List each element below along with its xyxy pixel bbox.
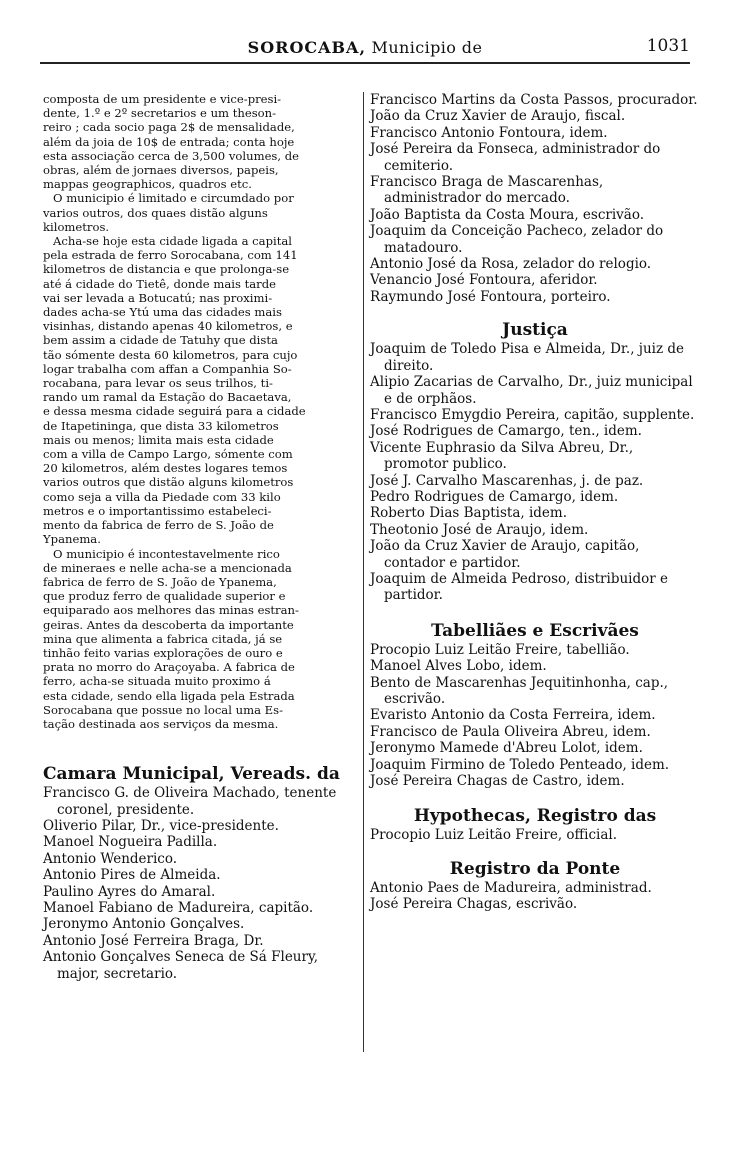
text-line: rocabana, para levar os seus trilhos, ti- [43, 376, 273, 391]
text-line: geiras. Antes da descoberta da importante [43, 617, 294, 632]
camara-entry: Paulino Ayres do Amaral. [43, 883, 216, 900]
running-title [40, 38, 690, 57]
justica-entry: Pedro Rodrigues de Camargo, idem. [370, 488, 619, 505]
official-entry: Francisco Braga de Mascarenhas, administrador do mercado. [370, 174, 604, 207]
justica-entry: Alipio Zacarias de Carvalho, Dr., juiz municipal e de orphãos. [370, 374, 693, 407]
text-line: e dessa mesma cidade seguirá para a cidade [43, 404, 306, 419]
text-line: vai ser levada a Botucatú; nas proximi- [43, 290, 273, 305]
official-entry: Joaquim da Conceição Pacheco, zelador do matadouro. [370, 223, 664, 256]
camara-heading: Camara Municipal, Vereads. da [43, 764, 340, 785]
justica-entry: Vicente Euphrasio da Silva Abreu, Dr., promotor publico. [370, 439, 634, 473]
text-line: esta associação cerca de 3,500 volumes, de [43, 148, 300, 163]
body-paragraph [43, 191, 359, 234]
text-line: até á cidade do Tietê, donde mais tarde [43, 276, 276, 291]
official-entry: Raymundo José Fontoura, porteiro. [370, 288, 611, 305]
tabelliaes-list [370, 642, 700, 790]
text-line: tação destinada aos serviços da mesma. [43, 716, 279, 731]
text-line: composta de um presidente e vice-presi- [43, 92, 282, 106]
text-line: Sorocabana que possue no local uma Es- [43, 702, 284, 717]
text-line: varios outros, dos quaes distão alguns [43, 205, 268, 220]
body-paragraph [43, 92, 359, 191]
tabelliao-entry: Joaquim Firmino de Toledo Penteado, idem. [370, 756, 670, 773]
page-header [40, 30, 690, 64]
column-divider [363, 92, 364, 1052]
tabelliaes-heading: Tabelliães e Escrivães [431, 620, 639, 641]
camara-entry: Antonio Pires de Almeida. [43, 867, 221, 884]
text-line: com a villa de Campo Largo, sómente com [43, 447, 293, 462]
tabelliao-entry: José Pereira Chagas de Castro, idem. [370, 773, 625, 790]
text-line: fabrica de ferro de S. João de Ypanema, [43, 574, 277, 589]
justica-entry: Francisco Emygdio Pereira, capitão, supplente. [370, 406, 695, 423]
text-line: 20 kilometros, além destes logares temos [43, 461, 288, 476]
text-line: de Itapetininga, que dista 33 kilometros [43, 418, 279, 433]
official-entry: José Pereira da Fonseca, administrador do cemiterio. [370, 141, 661, 174]
text-line: prata no morro do Araçoyaba. A fabrica de [43, 660, 295, 675]
left-body-text [43, 92, 359, 731]
header-rule [40, 62, 690, 64]
justica-heading: Justiça [502, 320, 568, 341]
text-line: esta cidade, sendo ella ligada pela Estrada [43, 688, 295, 703]
text-line: mais ou menos; limita mais esta cidade [43, 432, 274, 447]
justica-entry: José Rodrigues de Camargo, ten., idem. [370, 423, 642, 440]
justica-entry: Joaquim de Almeida Pedroso, distribuidor e partidor. [370, 570, 668, 604]
tabelliao-entry: Procopio Luiz Leitão Freire, tabellião. [370, 641, 630, 658]
tabelliao-entry: Bento de Mascarenhas Jequitinhonha, cap., escrivão. [370, 674, 669, 707]
text-line: de mineraes e nelle acha-se a mencionada [43, 560, 292, 575]
text-line: varios outros que distão alguns kilometros [43, 475, 294, 490]
ponte-entry: José Pereira Chagas, escrivão. [370, 896, 578, 913]
hypotheca-entry: Procopio Luiz Leitão Freire, official. [370, 827, 618, 844]
text-line: pela estrada de ferro Sorocabana, com 141 [43, 248, 298, 263]
text-line: ferro, acha-se situada muito proximo á [43, 674, 271, 689]
text-line: que produz ferro de qualidade superior e [43, 589, 286, 604]
text-line: O municipio é limitado e circumdado por [53, 191, 294, 206]
ponte-heading: Registro da Ponte [449, 858, 621, 879]
justica-entry: Roberto Dias Baptista, idem. [370, 505, 568, 522]
text-line: tão sómente desta 60 kilometros, para cujo [43, 347, 298, 362]
text-line: metros e o importantissimo estabeleci- [43, 503, 272, 518]
running-title-city: SOROCABA, [247, 38, 367, 57]
ponte-list [370, 880, 700, 913]
text-line: dades acha-se Ytú uma das cidades mais [43, 305, 282, 320]
camara-entry: Francisco G. de Oliveira Machado, tenente coronel, presidente. [43, 785, 337, 818]
justica-entry: José J. Carvalho Mascarenhas, j. de paz. [370, 472, 644, 489]
official-entry: Venancio José Fontoura, aferidor. [370, 272, 598, 289]
camara-entry: Manoel Nogueira Padilla. [43, 834, 218, 851]
text-line: visinhas, distando apenas 40 kilometros, e [43, 319, 293, 334]
right-column [370, 92, 700, 913]
text-line: mappas geographicos, quadros etc. [43, 177, 252, 192]
page-number: 1031 [646, 36, 690, 56]
hypothecas-list [370, 827, 700, 843]
body-paragraph [43, 547, 359, 732]
camara-entry: Manoel Fabiano de Madureira, capitão. [43, 899, 314, 916]
camara-entry: Antonio José Ferreira Braga, Dr. [43, 932, 264, 949]
justica-entry: Joaquim de Toledo Pisa e Almeida, Dr., juiz de direito. [370, 341, 685, 374]
text-line: logar trabalha com affan a Companhia So- [43, 361, 292, 376]
left-column [43, 92, 359, 982]
text-line: Ypanema. [43, 532, 101, 547]
text-line: kilometros. [43, 219, 110, 234]
justica-entry: Theotonio José de Araujo, idem. [370, 521, 589, 538]
official-entry: Francisco Martins da Costa Passos, procurador. [370, 92, 698, 108]
text-line: mina que alimenta a fabrica citada, já se [43, 631, 283, 646]
text-line: kilometros de distancia e que prolonga-se [43, 262, 290, 277]
justica-entry: João da Cruz Xavier de Araujo, capitão, contador e partidor. [370, 538, 640, 571]
camara-list [43, 785, 359, 982]
text-line: obras, além de jornaes diversos, papeis, [43, 163, 279, 178]
text-line: rando um ramal da Estação do Bacaetava, [43, 390, 292, 405]
text-line: tinhão feito varias explorações de ouro e [43, 645, 283, 660]
hypothecas-heading: Hypothecas, Registro das [413, 806, 657, 827]
text-line: Acha-se hoje esta cidade ligada a capital [53, 234, 292, 249]
tabelliao-entry: Jeronymo Mamede d'Abreu Lolot, idem. [370, 740, 643, 757]
camara-entry: Jeronymo Antonio Gonçalves. [43, 916, 245, 933]
camara-entry: Antonio Wenderico. [43, 850, 178, 867]
text-line: bem assim a cidade de Tatuhy que dista [43, 333, 278, 348]
official-entry: Antonio José da Rosa, zelador do relogio. [370, 256, 652, 273]
tabelliao-entry: Francisco de Paula Oliveira Abreu, idem. [370, 723, 651, 740]
tabelliao-entry: Evaristo Antonio da Costa Ferreira, idem. [370, 707, 656, 724]
text-line: mento da fabrica de ferro de S. João de [43, 518, 274, 533]
camara-entry: Oliverio Pilar, Dr., vice-presidente. [43, 817, 279, 834]
official-entry: Francisco Antonio Fontoura, idem. [370, 124, 608, 141]
text-line: além da joia de 10$ de entrada; conta hoje [43, 134, 295, 149]
tabelliao-entry: Manoel Alves Lobo, idem. [370, 658, 547, 675]
camara-entry: Antonio Gonçalves Seneca de Sá Fleury, major, secretario. [43, 949, 319, 982]
text-line: como seja a villa da Piedade com 33 kilo [43, 489, 281, 504]
running-title-rest: Municipio de [371, 38, 483, 57]
text-line: equiparado aos melhores das minas estran- [43, 603, 299, 618]
official-entry: João da Cruz Xavier de Araujo, fiscal. [370, 108, 626, 125]
ponte-entry: Antonio Paes de Madureira, administrad. [370, 879, 652, 896]
text-line: reiro ; cada socio paga 2$ de mensalidade, [43, 120, 295, 135]
body-paragraph [43, 234, 359, 546]
text-line: dente, 1.º e 2º secretarios e um theson- [43, 106, 277, 121]
municipal-officials-list [370, 92, 700, 305]
text-line: O municipio é incontestavelmente rico [53, 546, 280, 561]
official-entry: João Baptista da Costa Moura, escrivão. [370, 206, 645, 223]
justica-list [370, 341, 700, 604]
